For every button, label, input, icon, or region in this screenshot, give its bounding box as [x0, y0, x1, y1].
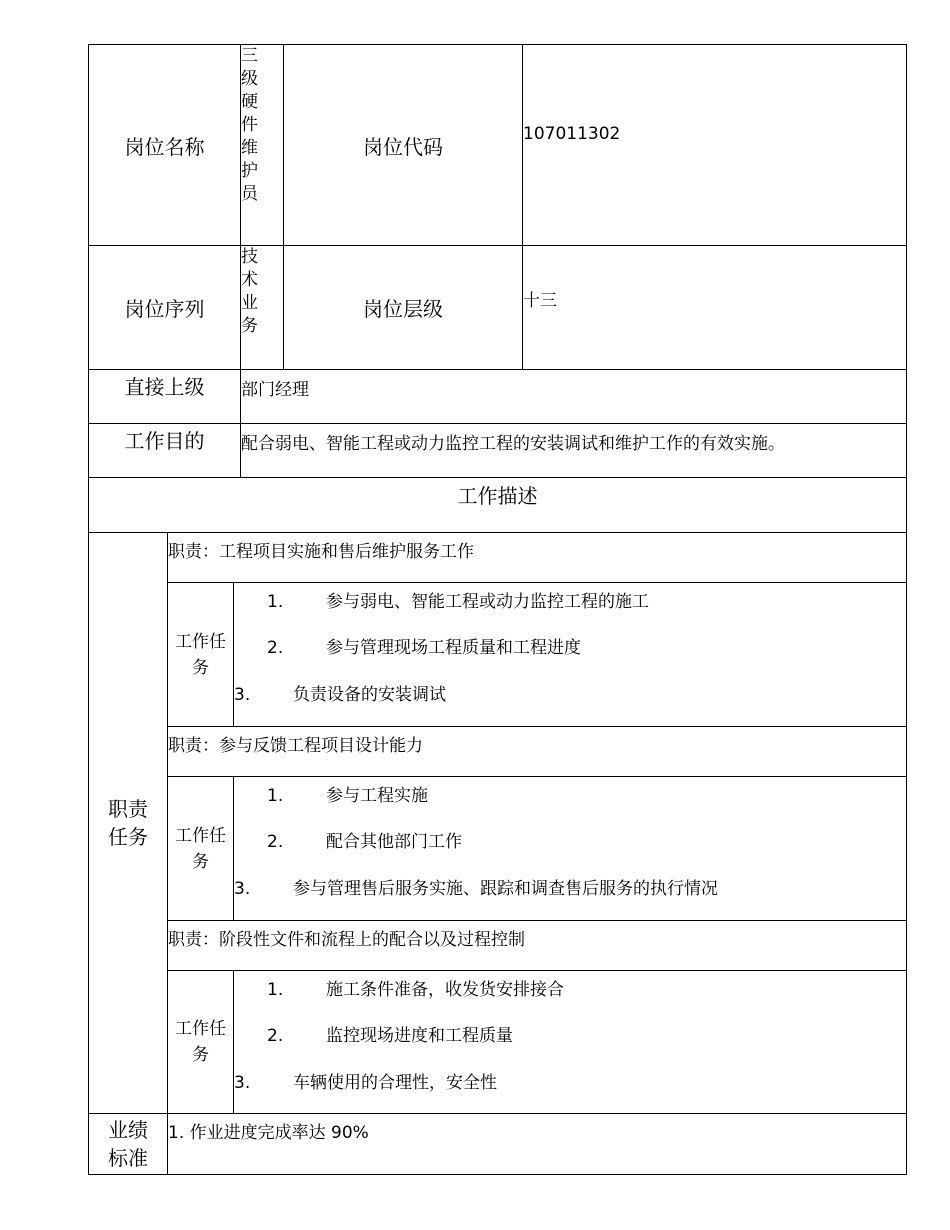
purpose-value: 配合弱电、智能工程或动力监控工程的安装调试和维护工作的有效实施。 [240, 423, 907, 478]
task-text: 负责设备的安装调试 [293, 685, 446, 705]
task-number: 1. [267, 980, 284, 1000]
task-text: 参与管理现场工程质量和工程进度 [326, 638, 581, 658]
duty-title: 职责：参与反馈工程项目设计能力 [167, 726, 907, 777]
position-name-label: 岗位名称 [88, 44, 241, 246]
task-label-text: 工作任务 [175, 1019, 226, 1065]
task-label-text: 工作任务 [175, 825, 226, 872]
task-list [233, 582, 907, 727]
task-number: 3. [234, 1073, 251, 1093]
purpose-label: 工作目的 [88, 423, 241, 478]
position-sequence-text: 技术业务 [241, 247, 258, 336]
task-text: 车辆使用的合理性，安全性 [293, 1073, 497, 1093]
task-number: 1. [267, 786, 284, 806]
task-item [234, 1068, 497, 1093]
position-level-text: 十三 [523, 291, 557, 311]
task-label [167, 776, 234, 921]
task-label [167, 582, 234, 727]
position-name-text: 三级硬件维护员 [241, 46, 258, 204]
superior-label: 直接上级 [88, 369, 241, 424]
task-number: 2. [267, 1026, 284, 1046]
task-number: 2. [267, 832, 284, 852]
task-item [267, 1021, 513, 1046]
task-number: 3. [234, 879, 251, 899]
task-item [267, 633, 581, 658]
duties-label-text: 职责任务 [108, 797, 148, 849]
task-number: 2. [267, 638, 284, 658]
task-label [167, 970, 234, 1114]
task-item [267, 781, 428, 806]
performance-value: 1. 作业进度完成率达 90% [167, 1113, 907, 1175]
task-text: 参与管理售后服务实施、跟踪和调查售后服务的执行情况 [293, 879, 718, 899]
position-sequence-value [240, 245, 284, 370]
position-name-value [240, 44, 284, 246]
task-list [233, 970, 907, 1114]
duties-label [88, 532, 168, 1114]
position-code-value [522, 44, 907, 246]
task-text: 施工条件准备，收发货安排接合 [326, 980, 564, 1000]
task-text: 参与工程实施 [326, 786, 428, 806]
task-item [267, 587, 649, 612]
position-level-label: 岗位层级 [283, 245, 523, 370]
task-list [233, 776, 907, 921]
task-number: 3. [234, 685, 251, 705]
duty-title: 职责：阶段性文件和流程上的配合以及过程控制 [167, 920, 907, 971]
task-item [267, 975, 564, 1000]
position-code-label: 岗位代码 [283, 44, 523, 246]
position-code-text: 107011302 [523, 124, 621, 144]
task-text: 监控现场进度和工程质量 [326, 1026, 513, 1046]
duty-title: 职责：工程项目实施和售后维护服务工作 [167, 532, 907, 583]
task-text: 配合其他部门工作 [326, 832, 462, 852]
description-title: 工作描述 [88, 477, 907, 533]
task-item [267, 827, 462, 852]
task-text: 参与弱电、智能工程或动力监控工程的施工 [326, 592, 649, 612]
position-sequence-label: 岗位序列 [88, 245, 241, 370]
position-level-value [522, 245, 907, 370]
task-label-text: 工作任务 [175, 631, 226, 678]
task-item [234, 874, 718, 899]
performance-label [88, 1113, 168, 1175]
superior-value: 部门经理 [240, 369, 907, 424]
performance-label-text: 业绩标准 [108, 1118, 148, 1170]
task-number: 1. [267, 592, 284, 612]
task-item [234, 680, 446, 705]
